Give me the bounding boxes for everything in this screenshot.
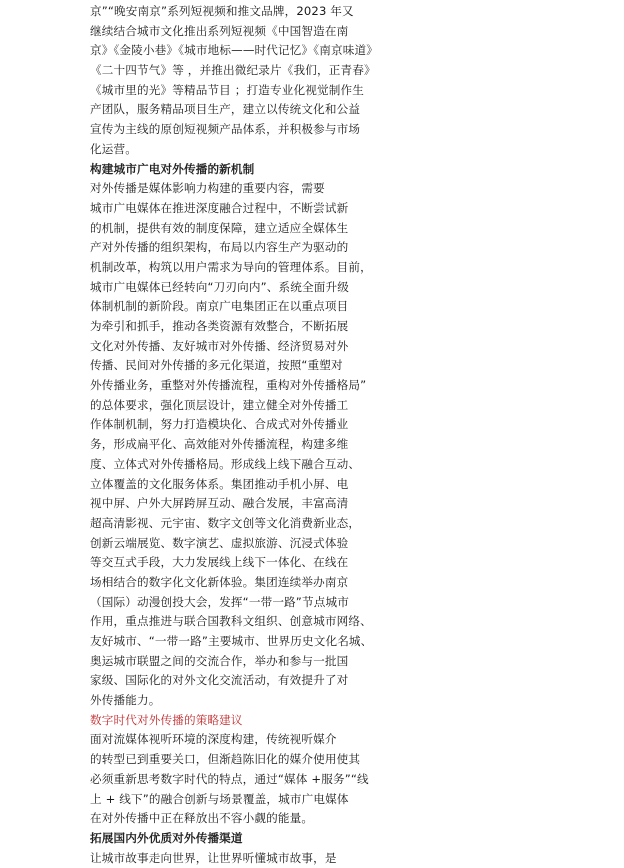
paragraph-line: 等交互式手段，大力发展线上线下一体化、在线在 — [90, 555, 349, 570]
paragraph-line: 让城市故事走向世界，让世界听懂城市故事，是 — [90, 850, 337, 865]
paragraph-line: 的总体要求，强化顶层设计，建立健全对外传播工 — [90, 397, 349, 412]
paragraph-line: 的转型已到重要关口，但渐趋陈旧化的媒介使用使其 — [90, 752, 361, 767]
paragraph-line: 上 + 线下”的融合创新与场景覆盖，城市广电媒体 — [90, 791, 349, 806]
paragraph-line: （国际）动漫创投大会，发挥“一带一路”节点城市 — [90, 594, 349, 609]
paragraph-line: 《城市里的光》等精品节目 ；打造专业化视觉制作生 — [90, 82, 364, 97]
text-column — [90, 2, 430, 868]
paragraph-line: 京”“晚安南京”系列短视频和推文品牌，2023 年又 — [90, 4, 354, 18]
paragraph-line: 视中屏、户外大屏跨屏互动、融合发展，丰富高清 — [90, 496, 349, 511]
paragraph-line: 友好城市、“一带一路”主要城市、世界历史文化名城、 — [90, 634, 373, 648]
paragraph-line: 务，形成扁平化、高效能对外传播流程，构建多维 — [90, 437, 349, 452]
paragraph-line: 度、立体式对外传播格局。形成线上线下融合互动、 — [90, 456, 361, 471]
paragraph-line: 宣传为主线的原创短视频产品体系，并积极参与市场 — [90, 122, 361, 137]
paragraph-line: 立体覆盖的文化服务体系。集团推动手机小屏、电 — [90, 476, 349, 491]
paragraph-line: 文化对外传播、友好城市对外传播、经济贸易对外 — [90, 338, 349, 353]
paragraph-line: 城市广电媒体已经转向“刀刃向内”、系统全面升级 — [90, 279, 349, 294]
paragraph-line: 创新云端展览、数字演艺、虚拟旅游、沉浸式体验 — [90, 535, 349, 550]
paragraph-line: 产团队，服务精品项目生产，建立以传统文化和公益 — [90, 102, 361, 117]
paragraph-line: 奥运城市联盟之间的交流合作，举办和参与一批国 — [90, 653, 349, 668]
paragraph-line: 化运营。 — [90, 141, 137, 156]
paragraph-line: 在对外传播中正在释放出不容小觑的能量。 — [90, 811, 314, 826]
paragraph-line: 体制机制的新阶段。南京广电集团正在以重点项目 — [90, 299, 349, 314]
paragraph-line: 为牵引和抓手，推动各类资源有效整合，不断拓展 — [90, 319, 349, 333]
section-heading-highlighted: 数字时代对外传播的策略建议 — [90, 712, 243, 727]
paragraph-line: 作用，重点推进与联合国教科文组织、创意城市网络、 — [90, 614, 372, 629]
paragraph-line: 必须重新思考数字时代的特点，通过“媒体 +服务”“线 — [90, 771, 369, 786]
paragraph-line: 城市广电媒体在推进深度融合过程中，不断尝试新 — [90, 200, 349, 215]
paragraph-line: 继续结合城市文化推出系列短视频《中国智造在南 — [90, 23, 349, 38]
paragraph-line: 外传播能力。 — [90, 693, 161, 708]
paragraph-line: 作体制机制，努力打造模块化、合成式对外传播业 — [90, 417, 349, 432]
paragraph-line: 超高清影视、元宇宙、数字文创等文化消费新业态， — [90, 515, 361, 530]
paragraph-line: 产对外传播的组织架构，布局以内容生产为驱动的 — [90, 240, 349, 255]
section-heading: 拓展国内外优质对外传播渠道 — [90, 830, 243, 845]
paragraph-line: 京》《金陵小巷》《城市地标——时代记忆》《南京味道》 — [90, 43, 378, 58]
paragraph-line: 对外传播是媒体影响力构建的重要内容，需要 — [90, 181, 325, 196]
paragraph-line: 面对流媒体视听环境的深度构建，传统视听媒介 — [90, 732, 337, 747]
paragraph-line: 《二十四节气》等 ，并推出微纪录片《我们，正青春》 — [90, 63, 376, 78]
paragraph-line: 外传播业务，重整对外传播流程，重构对外传播格局” — [90, 378, 367, 393]
section-heading: 构建城市广电对外传播的新机制 — [90, 161, 255, 176]
paragraph-line: 家级、国际化的对外文化交流活动，有效提升了对 — [90, 673, 349, 688]
paragraph-line: 传播、民间对外传播的多元化渠道，按照“重塑对 — [90, 358, 343, 373]
paragraph-line: 机制改革，构筑以用户需求为导向的管理体系。目前， — [90, 259, 372, 274]
paragraph-line: 的机制，提供有效的制度保障，建立适应全媒体生 — [90, 220, 349, 235]
paragraph-line: 场相结合的数字化文化新体验。集团连续举办南京 — [90, 574, 349, 589]
